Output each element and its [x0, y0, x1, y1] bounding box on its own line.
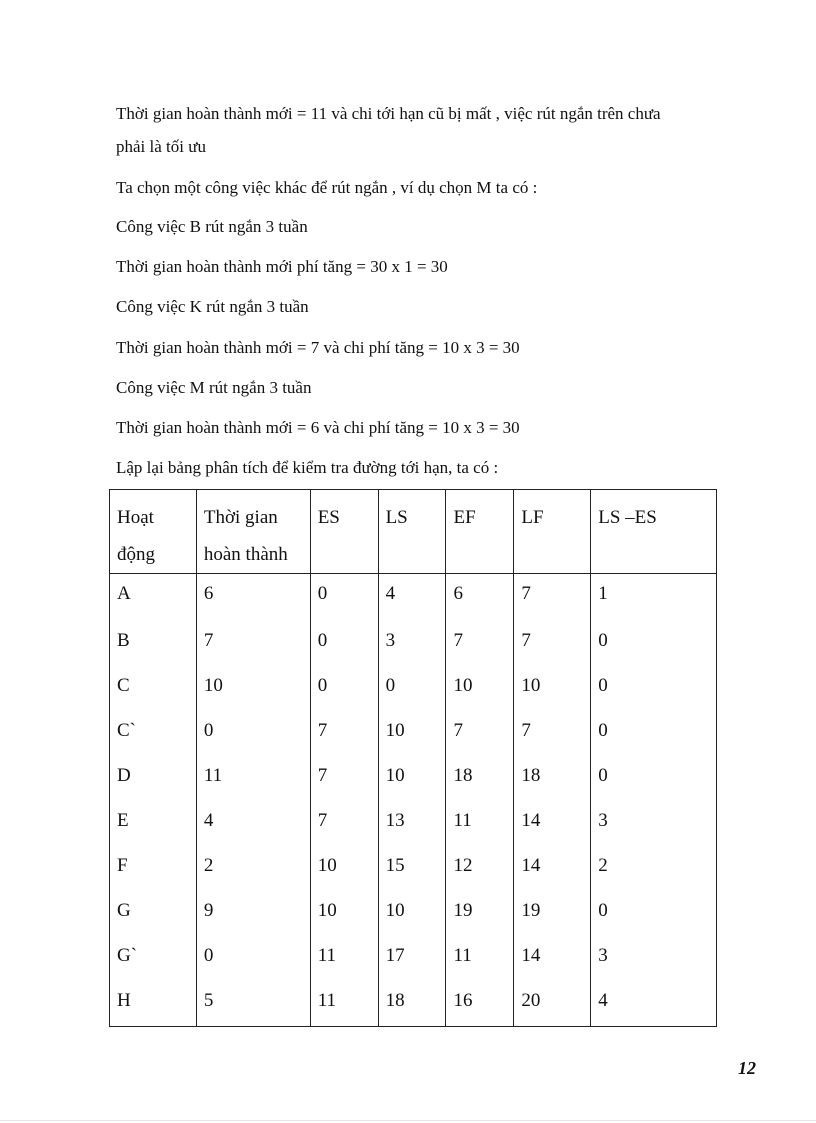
paragraph-repeat-analysis: Lập lại bảng phân tích để kiểm tra đường tới hạn, ta có : — [116, 458, 499, 477]
table-cell: 7 — [514, 574, 591, 619]
header-lf: LF — [514, 490, 591, 574]
table-cell: 0 — [591, 619, 717, 664]
table-row — [110, 754, 717, 799]
table-cell: 0 — [196, 709, 310, 754]
table-cell: 7 — [514, 619, 591, 664]
table-cell: 10 — [378, 889, 446, 934]
header-slack: LS –ES — [591, 490, 717, 574]
paragraph-task-k: Công việc K rút ngắn 3 tuần — [116, 297, 309, 316]
table-cell: H — [110, 979, 197, 1027]
table-cell: B — [110, 619, 197, 664]
table-cell: 1 — [591, 574, 717, 619]
table-cell: 15 — [378, 844, 446, 889]
table-cell: 4 — [378, 574, 446, 619]
table-cell: 4 — [591, 979, 717, 1027]
table-cell: C — [110, 664, 197, 709]
paragraph-task-k-cost: Thời gian hoàn thành mới = 7 và chi phí tăng = 10 x 3 = 30 — [116, 338, 520, 357]
table-cell: 11 — [310, 934, 378, 979]
page-number: 12 — [738, 1058, 756, 1078]
table-cell: 11 — [310, 979, 378, 1027]
header-es: ES — [310, 490, 378, 574]
table-cell: 0 — [378, 664, 446, 709]
table-cell: 0 — [591, 709, 717, 754]
table-cell: 11 — [446, 799, 514, 844]
table-cell: 11 — [196, 754, 310, 799]
table-cell: 10 — [196, 664, 310, 709]
table-cell: 10 — [446, 664, 514, 709]
table-cell: 3 — [591, 799, 717, 844]
header-ef: EF — [446, 490, 514, 574]
table-cell: 16 — [446, 979, 514, 1027]
table-cell: 7 — [446, 709, 514, 754]
table-cell: 12 — [446, 844, 514, 889]
table-cell: 7 — [446, 619, 514, 664]
table-cell: 5 — [196, 979, 310, 1027]
table-cell: 7 — [310, 709, 378, 754]
table-cell: 0 — [591, 754, 717, 799]
critical-path-table — [109, 489, 717, 1027]
table-cell: 7 — [514, 709, 591, 754]
table-row — [110, 709, 717, 754]
table-cell: 0 — [310, 664, 378, 709]
table-cell: 2 — [591, 844, 717, 889]
header-activity: Hoạt động — [110, 490, 197, 574]
paragraph-task-b: Công việc B rút ngắn 3 tuần — [116, 217, 308, 236]
table-cell: 11 — [446, 934, 514, 979]
table-cell: 10 — [378, 754, 446, 799]
paragraph-choose-task: Ta chọn một công việc khác để rút ngắn , ví dụ chọn M ta có : — [116, 178, 538, 197]
table-cell: 3 — [378, 619, 446, 664]
table-cell: 19 — [446, 889, 514, 934]
table-cell: 14 — [514, 799, 591, 844]
table-row — [110, 799, 717, 844]
table-cell: 19 — [514, 889, 591, 934]
paragraph-new-completion-time: Thời gian hoàn thành mới = 11 và chi tới hạn cũ bị mất , việc rút ngắn trên chưa — [116, 104, 661, 123]
paragraph-task-m: Công việc M rút ngắn 3 tuần — [116, 378, 312, 397]
table-cell: 0 — [591, 889, 717, 934]
table-cell: 10 — [310, 889, 378, 934]
table-cell: E — [110, 799, 197, 844]
page-bottom-divider — [0, 1120, 816, 1121]
table-cell: 17 — [378, 934, 446, 979]
header-duration: Thời gian hoàn thành — [196, 490, 310, 574]
paragraph-task-m-cost: Thời gian hoàn thành mới = 6 và chi phí tăng = 10 x 3 = 30 — [116, 418, 520, 437]
table-row — [110, 619, 717, 664]
table-cell: 14 — [514, 844, 591, 889]
table-cell: 7 — [196, 619, 310, 664]
table-header-row — [110, 490, 717, 574]
table-cell: 2 — [196, 844, 310, 889]
table-cell: 3 — [591, 934, 717, 979]
table-cell: 7 — [310, 754, 378, 799]
table-cell: G` — [110, 934, 197, 979]
table-cell: 0 — [196, 934, 310, 979]
table-cell: 10 — [514, 664, 591, 709]
table-row — [110, 934, 717, 979]
table-cell: 4 — [196, 799, 310, 844]
table-cell: 0 — [591, 664, 717, 709]
paragraph-not-optimal: phải là tối ưu — [116, 137, 206, 156]
table-cell: F — [110, 844, 197, 889]
table-cell: 14 — [514, 934, 591, 979]
header-ls: LS — [378, 490, 446, 574]
table-row — [110, 979, 717, 1027]
table-cell: 20 — [514, 979, 591, 1027]
table-cell: 9 — [196, 889, 310, 934]
table-cell: 6 — [196, 574, 310, 619]
table-cell: 6 — [446, 574, 514, 619]
table-cell: G — [110, 889, 197, 934]
table-cell: A — [110, 574, 197, 619]
table-row — [110, 889, 717, 934]
table-cell: 0 — [310, 619, 378, 664]
table-row — [110, 574, 717, 619]
paragraph-task-b-cost: Thời gian hoàn thành mới phí tăng = 30 x 1 = 30 — [116, 257, 448, 276]
table-cell: D — [110, 754, 197, 799]
table-cell: 18 — [514, 754, 591, 799]
table-cell: 10 — [310, 844, 378, 889]
table-row — [110, 664, 717, 709]
table-cell: C` — [110, 709, 197, 754]
table-cell: 13 — [378, 799, 446, 844]
table-cell: 18 — [378, 979, 446, 1027]
table-cell: 10 — [378, 709, 446, 754]
table-cell: 18 — [446, 754, 514, 799]
table-cell: 7 — [310, 799, 378, 844]
table-cell: 0 — [310, 574, 378, 619]
table-row — [110, 844, 717, 889]
